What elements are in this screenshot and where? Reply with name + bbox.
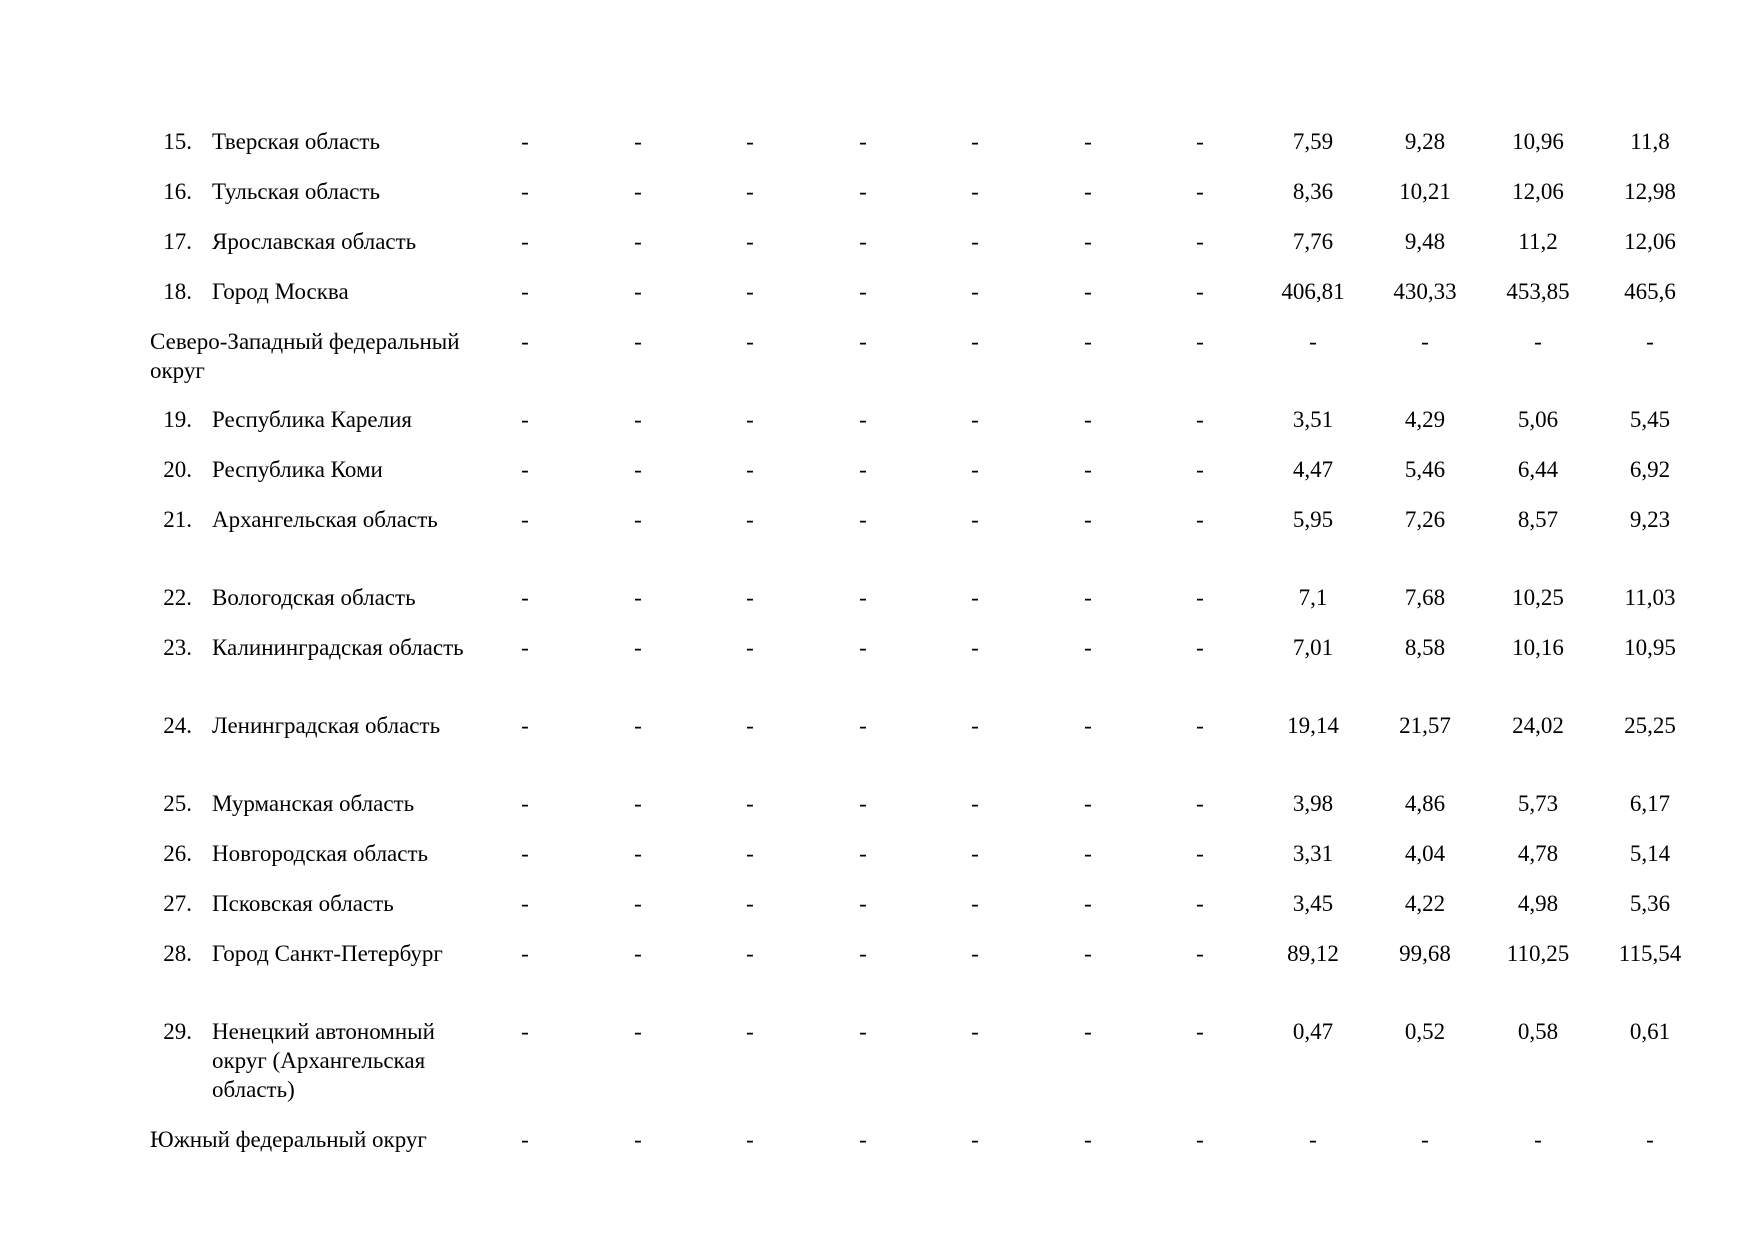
value-cell: - bbox=[1196, 941, 1204, 966]
table-row bbox=[150, 177, 1700, 227]
value-cell: - bbox=[859, 457, 867, 482]
value-cell: - bbox=[746, 179, 754, 204]
value-cell: - bbox=[746, 507, 754, 532]
group-header-row bbox=[150, 327, 1700, 405]
value-cell: - bbox=[1084, 507, 1092, 532]
value-cell: 11,03 bbox=[1624, 585, 1676, 610]
row-number: 23. bbox=[163, 635, 192, 660]
data-table bbox=[150, 127, 1700, 1175]
region-name: Ленинградская область bbox=[212, 713, 441, 738]
value-cell: - bbox=[746, 129, 754, 154]
value-cell: 5,95 bbox=[1292, 507, 1334, 532]
table-row bbox=[150, 633, 1700, 711]
value-cell: 4,22 bbox=[1404, 891, 1446, 916]
value-cell: - bbox=[634, 713, 642, 738]
value-cell: 25,25 bbox=[1624, 713, 1676, 738]
row-number: 26. bbox=[163, 841, 192, 866]
value-cell: 3,51 bbox=[1292, 407, 1334, 432]
value-cell: - bbox=[634, 507, 642, 532]
value-cell: - bbox=[971, 507, 979, 532]
value-cell: - bbox=[1421, 329, 1429, 354]
value-cell: - bbox=[1196, 179, 1204, 204]
value-cell: 0,58 bbox=[1517, 1019, 1559, 1044]
value-cell: - bbox=[634, 585, 642, 610]
value-cell: 4,78 bbox=[1517, 841, 1559, 866]
value-cell: - bbox=[521, 407, 529, 432]
value-cell: - bbox=[1084, 791, 1092, 816]
value-cell: - bbox=[1196, 329, 1204, 354]
value-cell: - bbox=[746, 941, 754, 966]
value-cell: - bbox=[634, 891, 642, 916]
value-cell: - bbox=[859, 791, 867, 816]
value-cell: 21,57 bbox=[1399, 713, 1451, 738]
row-number: 24. bbox=[163, 713, 192, 738]
value-cell: - bbox=[1196, 635, 1204, 660]
region-name: Псковская область bbox=[212, 891, 394, 916]
value-cell: - bbox=[521, 841, 529, 866]
region-name: Ненецкий автономный округ (Архангельская область) bbox=[212, 1019, 435, 1102]
value-cell: - bbox=[634, 129, 642, 154]
value-cell: - bbox=[521, 791, 529, 816]
value-cell: - bbox=[859, 179, 867, 204]
row-number: 25. bbox=[163, 791, 192, 816]
value-cell: 5,14 bbox=[1629, 841, 1671, 866]
value-cell: 19,14 bbox=[1287, 713, 1339, 738]
region-name: Ярославская область bbox=[212, 229, 417, 254]
value-cell: 12,98 bbox=[1624, 179, 1676, 204]
value-cell: - bbox=[634, 941, 642, 966]
value-cell: - bbox=[1084, 129, 1092, 154]
value-cell: - bbox=[859, 507, 867, 532]
group-header-row bbox=[150, 1125, 1700, 1175]
value-cell: - bbox=[1084, 841, 1092, 866]
value-cell: 5,46 bbox=[1404, 457, 1446, 482]
district-name: Южный федеральный округ bbox=[150, 1127, 427, 1152]
value-cell: - bbox=[1196, 585, 1204, 610]
value-cell: - bbox=[746, 635, 754, 660]
value-cell: 4,04 bbox=[1404, 841, 1446, 866]
region-name: Город Москва bbox=[212, 279, 349, 304]
value-cell: 0,52 bbox=[1404, 1019, 1446, 1044]
value-cell: - bbox=[746, 457, 754, 482]
table-row bbox=[150, 839, 1700, 889]
row-number: 27. bbox=[163, 891, 192, 916]
value-cell: - bbox=[1084, 585, 1092, 610]
value-cell: - bbox=[1084, 229, 1092, 254]
value-cell: 8,58 bbox=[1404, 635, 1446, 660]
value-cell: - bbox=[1084, 407, 1092, 432]
value-cell: 8,36 bbox=[1292, 179, 1334, 204]
region-name: Тверская область bbox=[212, 129, 380, 154]
region-name: Мурманская область bbox=[212, 791, 415, 816]
value-cell: 4,98 bbox=[1517, 891, 1559, 916]
region-name: Калининградская область bbox=[212, 635, 464, 660]
value-cell: 6,92 bbox=[1629, 457, 1671, 482]
region-name: Республика Коми bbox=[212, 457, 383, 482]
row-number: 18. bbox=[163, 279, 192, 304]
value-cell: - bbox=[1196, 1127, 1204, 1152]
value-cell: 465,6 bbox=[1624, 279, 1676, 304]
value-cell: - bbox=[859, 891, 867, 916]
region-name: Архангельская область bbox=[212, 507, 438, 532]
value-cell: 5,73 bbox=[1517, 791, 1559, 816]
value-cell: 8,57 bbox=[1517, 507, 1559, 532]
value-cell: 4,47 bbox=[1292, 457, 1334, 482]
value-cell: - bbox=[859, 635, 867, 660]
table-row bbox=[150, 889, 1700, 939]
value-cell: - bbox=[971, 1019, 979, 1044]
value-cell: - bbox=[746, 713, 754, 738]
value-cell: - bbox=[1646, 329, 1654, 354]
value-cell: 7,1 bbox=[1298, 585, 1328, 610]
table-row bbox=[150, 1017, 1700, 1125]
value-cell: - bbox=[1196, 229, 1204, 254]
value-cell: - bbox=[746, 891, 754, 916]
value-cell: 5,36 bbox=[1629, 891, 1671, 916]
value-cell: 7,68 bbox=[1404, 585, 1446, 610]
row-number: 28. bbox=[163, 941, 192, 966]
value-cell: 5,06 bbox=[1517, 407, 1559, 432]
value-cell: 10,95 bbox=[1624, 635, 1676, 660]
value-cell: 0,47 bbox=[1292, 1019, 1334, 1044]
value-cell: - bbox=[971, 1127, 979, 1152]
value-cell: 9,28 bbox=[1404, 129, 1446, 154]
value-cell: - bbox=[634, 635, 642, 660]
value-cell: - bbox=[1084, 1127, 1092, 1152]
value-cell: - bbox=[971, 407, 979, 432]
value-cell: - bbox=[971, 635, 979, 660]
value-cell: 115,54 bbox=[1618, 941, 1682, 966]
value-cell: - bbox=[1084, 457, 1092, 482]
value-cell: - bbox=[1196, 457, 1204, 482]
value-cell: 4,86 bbox=[1404, 791, 1446, 816]
table-row bbox=[150, 583, 1700, 633]
value-cell: - bbox=[1196, 791, 1204, 816]
value-cell: - bbox=[1196, 713, 1204, 738]
value-cell: 99,68 bbox=[1399, 941, 1451, 966]
value-cell: - bbox=[1534, 1127, 1542, 1152]
value-cell: 406,81 bbox=[1281, 279, 1345, 304]
value-cell: - bbox=[746, 329, 754, 354]
value-cell: - bbox=[634, 229, 642, 254]
value-cell: - bbox=[859, 407, 867, 432]
value-cell: 12,06 bbox=[1512, 179, 1564, 204]
value-cell: - bbox=[971, 585, 979, 610]
value-cell: - bbox=[521, 457, 529, 482]
value-cell: - bbox=[971, 457, 979, 482]
value-cell: - bbox=[1084, 635, 1092, 660]
value-cell: - bbox=[634, 407, 642, 432]
value-cell: - bbox=[1084, 279, 1092, 304]
value-cell: - bbox=[634, 1127, 642, 1152]
value-cell: - bbox=[971, 229, 979, 254]
value-cell: - bbox=[634, 457, 642, 482]
value-cell: - bbox=[1084, 329, 1092, 354]
value-cell: - bbox=[521, 1019, 529, 1044]
region-name: Вологодская область bbox=[212, 585, 416, 610]
table-row bbox=[150, 789, 1700, 839]
value-cell: - bbox=[859, 279, 867, 304]
value-cell: - bbox=[1196, 1019, 1204, 1044]
value-cell: 453,85 bbox=[1506, 279, 1570, 304]
value-cell: 7,01 bbox=[1292, 635, 1334, 660]
value-cell: 9,23 bbox=[1629, 507, 1671, 532]
value-cell: - bbox=[1421, 1127, 1429, 1152]
table-row bbox=[150, 505, 1700, 583]
value-cell: 89,12 bbox=[1287, 941, 1339, 966]
value-cell: 5,45 bbox=[1629, 407, 1671, 432]
value-cell: - bbox=[859, 229, 867, 254]
table-row bbox=[150, 277, 1700, 327]
value-cell: - bbox=[521, 229, 529, 254]
value-cell: - bbox=[746, 229, 754, 254]
value-cell: 10,16 bbox=[1512, 635, 1564, 660]
value-cell: - bbox=[971, 791, 979, 816]
value-cell: - bbox=[971, 129, 979, 154]
value-cell: 110,25 bbox=[1506, 941, 1570, 966]
value-cell: - bbox=[859, 585, 867, 610]
value-cell: - bbox=[1084, 179, 1092, 204]
value-cell: - bbox=[1196, 407, 1204, 432]
value-cell: - bbox=[1196, 841, 1204, 866]
value-cell: - bbox=[521, 279, 529, 304]
value-cell: - bbox=[634, 179, 642, 204]
value-cell: - bbox=[971, 891, 979, 916]
value-cell: 7,76 bbox=[1292, 229, 1334, 254]
value-cell: 4,29 bbox=[1404, 407, 1446, 432]
value-cell: 11,8 bbox=[1630, 129, 1670, 154]
value-cell: - bbox=[859, 841, 867, 866]
value-cell: - bbox=[1309, 1127, 1317, 1152]
value-cell: - bbox=[521, 635, 529, 660]
value-cell: - bbox=[971, 329, 979, 354]
value-cell: - bbox=[746, 585, 754, 610]
table-row bbox=[150, 455, 1700, 505]
value-cell: - bbox=[1309, 329, 1317, 354]
value-cell: - bbox=[1084, 891, 1092, 916]
value-cell: - bbox=[859, 329, 867, 354]
row-number: 22. bbox=[163, 585, 192, 610]
value-cell: - bbox=[1646, 1127, 1654, 1152]
value-cell: 11,2 bbox=[1518, 229, 1558, 254]
row-number: 17. bbox=[163, 229, 192, 254]
value-cell: - bbox=[634, 1019, 642, 1044]
region-name: Тульская область bbox=[212, 179, 380, 204]
district-name: Северо-Западный федеральный округ bbox=[150, 329, 460, 383]
value-cell: 10,21 bbox=[1399, 179, 1451, 204]
value-cell: - bbox=[521, 941, 529, 966]
value-cell: - bbox=[746, 1127, 754, 1152]
value-cell: - bbox=[1196, 129, 1204, 154]
value-cell: - bbox=[971, 179, 979, 204]
value-cell: - bbox=[746, 1019, 754, 1044]
value-cell: 3,31 bbox=[1292, 841, 1334, 866]
value-cell: 3,98 bbox=[1292, 791, 1334, 816]
value-cell: 0,61 bbox=[1629, 1019, 1671, 1044]
value-cell: - bbox=[634, 841, 642, 866]
value-cell: - bbox=[634, 791, 642, 816]
value-cell: - bbox=[1196, 507, 1204, 532]
value-cell: - bbox=[971, 713, 979, 738]
value-cell: - bbox=[521, 329, 529, 354]
value-cell: 6,44 bbox=[1517, 457, 1559, 482]
table-row bbox=[150, 227, 1700, 277]
row-number: 29. bbox=[163, 1019, 192, 1044]
region-name: Республика Карелия bbox=[212, 407, 413, 432]
value-cell: 6,17 bbox=[1629, 791, 1671, 816]
value-cell: 10,25 bbox=[1512, 585, 1564, 610]
value-cell: 3,45 bbox=[1292, 891, 1334, 916]
row-number: 21. bbox=[163, 507, 192, 532]
value-cell: - bbox=[971, 279, 979, 304]
value-cell: - bbox=[859, 129, 867, 154]
value-cell: - bbox=[859, 1019, 867, 1044]
value-cell: - bbox=[859, 1127, 867, 1152]
table-row bbox=[150, 127, 1700, 177]
value-cell: - bbox=[1084, 713, 1092, 738]
value-cell: - bbox=[1196, 279, 1204, 304]
value-cell: 7,26 bbox=[1404, 507, 1446, 532]
region-name: Новгородская область bbox=[212, 841, 429, 866]
value-cell: - bbox=[521, 1127, 529, 1152]
table-row bbox=[150, 405, 1700, 455]
value-cell: - bbox=[521, 507, 529, 532]
region-name: Город Санкт-Петербург bbox=[212, 941, 443, 966]
table-row bbox=[150, 939, 1700, 1017]
value-cell: - bbox=[746, 841, 754, 866]
value-cell: - bbox=[859, 713, 867, 738]
value-cell: - bbox=[971, 841, 979, 866]
value-cell: - bbox=[859, 941, 867, 966]
value-cell: - bbox=[1084, 1019, 1092, 1044]
value-cell: - bbox=[746, 407, 754, 432]
value-cell: - bbox=[634, 279, 642, 304]
value-cell: - bbox=[634, 329, 642, 354]
value-cell: - bbox=[521, 179, 529, 204]
value-cell: - bbox=[521, 129, 529, 154]
value-cell: - bbox=[1084, 941, 1092, 966]
row-number: 20. bbox=[163, 457, 192, 482]
value-cell: 12,06 bbox=[1624, 229, 1676, 254]
row-number: 15. bbox=[163, 129, 192, 154]
value-cell: - bbox=[746, 279, 754, 304]
value-cell: 9,48 bbox=[1404, 229, 1446, 254]
value-cell: - bbox=[1196, 891, 1204, 916]
value-cell: - bbox=[1534, 329, 1542, 354]
value-cell: 10,96 bbox=[1512, 129, 1564, 154]
value-cell: - bbox=[971, 941, 979, 966]
row-number: 16. bbox=[163, 179, 192, 204]
value-cell: - bbox=[521, 713, 529, 738]
value-cell: - bbox=[521, 891, 529, 916]
table-row bbox=[150, 711, 1700, 789]
row-number: 19. bbox=[163, 407, 192, 432]
value-cell: 430,33 bbox=[1393, 279, 1457, 304]
value-cell: - bbox=[746, 791, 754, 816]
value-cell: - bbox=[521, 585, 529, 610]
value-cell: 7,59 bbox=[1292, 129, 1334, 154]
value-cell: 24,02 bbox=[1512, 713, 1564, 738]
